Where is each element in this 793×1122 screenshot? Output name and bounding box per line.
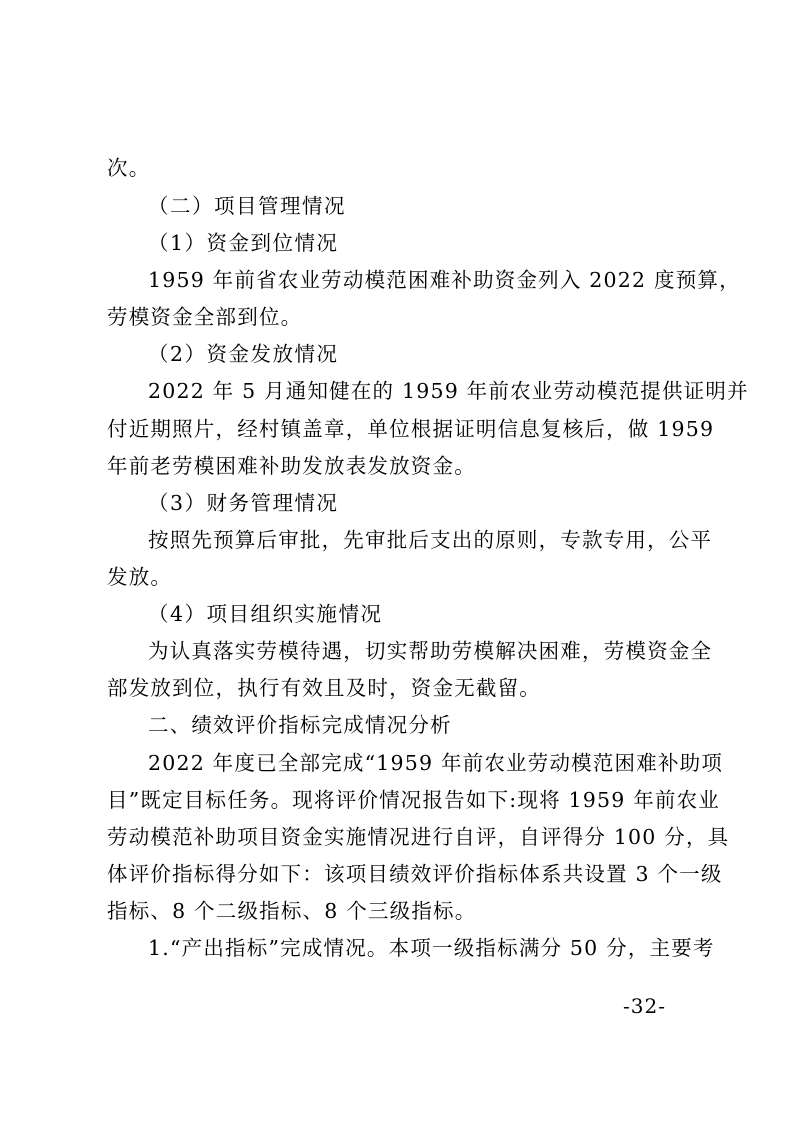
text-line: 次。 xyxy=(107,156,151,180)
text-line: 劳模资金全部到位。 xyxy=(107,305,303,329)
text-line: 按照先预算后审批，先审批后支出的原则，专款专用，公平 xyxy=(148,528,713,552)
text-line: 目”既定目标任务。现将评价情况报告如下:现将 1959 年前农业 xyxy=(107,788,720,812)
section-heading: 二、绩效评价指标完成情况分析 xyxy=(148,713,452,737)
text-line: 为认真落实劳模待遇，切实帮助劳模解决困难，劳模资金全 xyxy=(148,639,713,663)
text-line: 付近期照片，经村镇盖章，单位根据证明信息复核后，做 1959 xyxy=(107,417,715,441)
text-line: 1.“产出指标”完成情况。本项一级指标满分 50 分，主要考 xyxy=(148,936,715,960)
text-line: 年前老劳模困难补助发放表发放资金。 xyxy=(107,454,476,478)
subsection-heading: （4）项目组织实施情况 xyxy=(148,602,383,626)
subsection-heading: （1）资金到位情况 xyxy=(148,231,339,255)
text-line: 指标、8 个二级指标、8 个三级指标。 xyxy=(107,899,477,923)
text-line: 2022 年 5 月通知健在的 1959 年前农业劳动模范提供证明并 xyxy=(148,379,749,403)
section-heading: （二）项目管理情况 xyxy=(148,194,346,218)
text-line: 部发放到位，执行有效且及时，资金无截留。 xyxy=(107,676,541,700)
subsection-heading: （2）资金发放情况 xyxy=(148,342,339,366)
text-line: 1959 年前省农业劳动模范困难补助资金列入 2022 度预算， xyxy=(148,268,741,292)
page-number: -32- xyxy=(623,994,666,1018)
text-line: 发放。 xyxy=(107,565,173,589)
text-line: 2022 年度已全部完成“1959 年前农业劳动模范困难补助项 xyxy=(148,751,724,775)
text-line: 劳动模范补助项目资金实施情况进行自评，自评得分 100 分，具 xyxy=(107,825,730,849)
text-line: 体评价指标得分如下：该项目绩效评价指标体系共设置 3 个一级 xyxy=(107,862,723,886)
subsection-heading: （3）财务管理情况 xyxy=(148,491,339,515)
